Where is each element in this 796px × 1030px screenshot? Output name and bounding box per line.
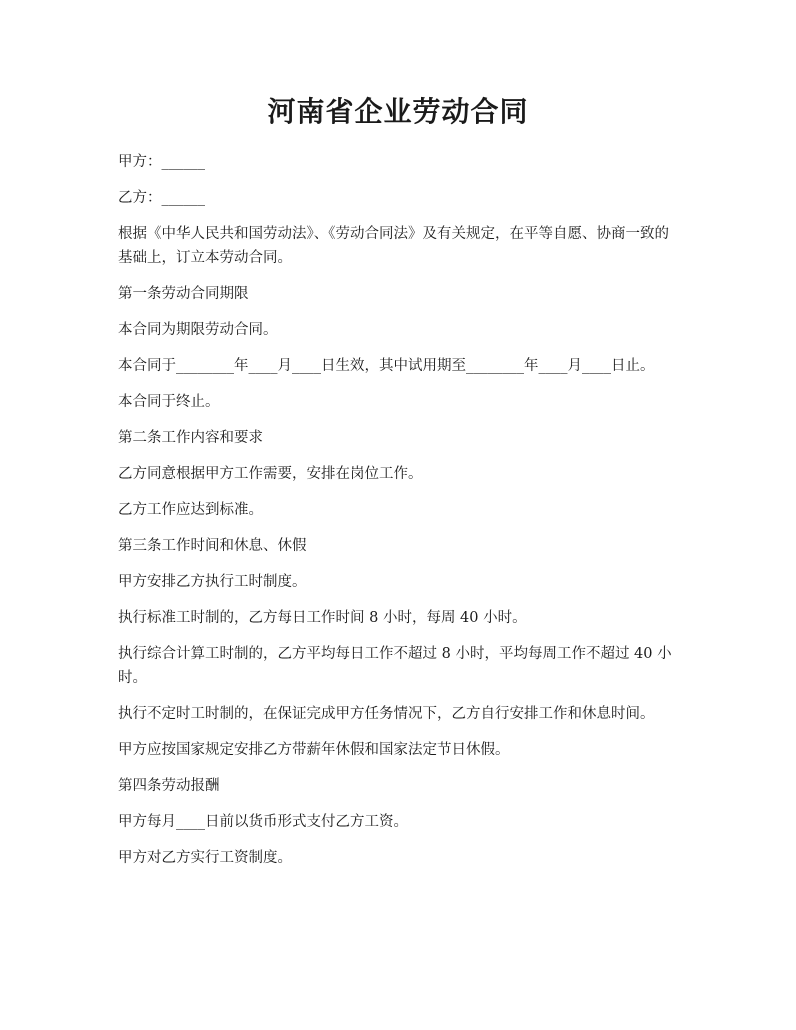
article-4-heading: 第四条劳动报酬 [118, 778, 220, 794]
party-b-line: 乙方：______ [118, 190, 205, 206]
article-4-clause-1: 甲方每月____日前以货币形式支付乙方工资。 [118, 814, 408, 830]
article-3-clause-3: 执行综合计算工时制的，乙方平均每日工作不超过 8 小时，平均每周工作不超过 40 小时。 [118, 646, 672, 686]
article-1-heading: 第一条劳动合同期限 [118, 286, 249, 302]
article-1-clause-1: 本合同为期限劳动合同。 [118, 322, 278, 338]
article-1-clause-3: 本合同于终止。 [118, 394, 220, 410]
document-title: 河南省企业劳动合同 [267, 95, 529, 128]
article-4-clause-2: 甲方对乙方实行工资制度。 [118, 850, 292, 866]
article-3-clause-2: 执行标准工时制的，乙方每日工作时间 8 小时，每周 40 小时。 [118, 610, 527, 626]
article-1-clause-2: 本合同于________年____月____日生效，其中试用期至________年____月____日止。 [118, 358, 655, 374]
article-2-clause-2: 乙方工作应达到标准。 [118, 502, 263, 518]
article-3-heading: 第三条工作时间和休息、休假 [118, 538, 307, 554]
article-2-heading: 第二条工作内容和要求 [118, 430, 263, 446]
party-a-line: 甲方：______ [118, 154, 205, 170]
article-2-clause-1: 乙方同意根据甲方工作需要，安排在岗位工作。 [118, 466, 423, 482]
document-body [118, 150, 678, 882]
article-3-clause-1: 甲方安排乙方执行工时制度。 [118, 574, 307, 590]
article-3-clause-4: 执行不定时工时制的，在保证完成甲方任务情况下，乙方自行安排工作和休息时间。 [118, 706, 655, 722]
preamble-paragraph: 根据《中华人民共和国劳动法》、《劳动合同法》及有关规定，在平等自愿、协商一致的基础上，订立本劳动合同。 [118, 226, 669, 266]
article-3-clause-5: 甲方应按国家规定安排乙方带薪年休假和国家法定节日休假。 [118, 742, 510, 758]
